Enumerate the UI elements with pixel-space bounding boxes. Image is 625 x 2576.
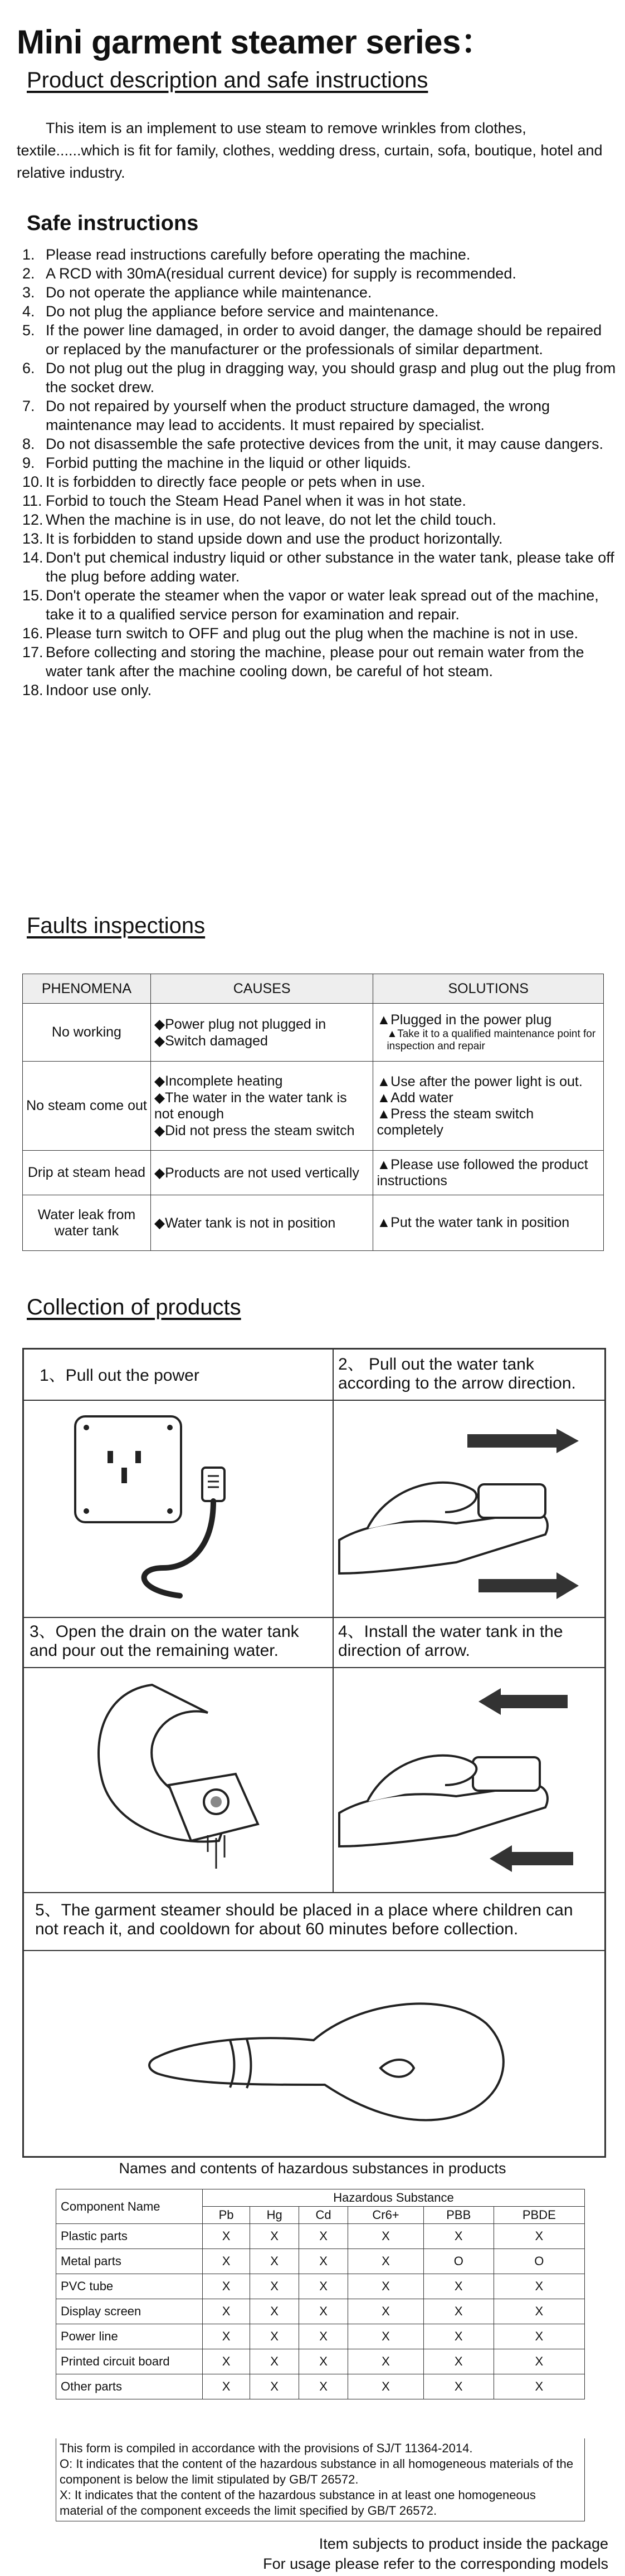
safe-instruction-item bbox=[22, 453, 618, 472]
hazard-row bbox=[56, 2249, 585, 2274]
safe-instruction-number: 5. bbox=[22, 322, 35, 339]
safe-instruction-number: 8. bbox=[22, 436, 35, 452]
fault-row bbox=[23, 1151, 604, 1195]
hazard-note-3: X: It indicates that the content of the hazardous substance in at least one homogeneous material of the component exceeds the limit specified by GB/T 26572. bbox=[60, 2488, 536, 2518]
safe-instruction-item bbox=[22, 624, 618, 643]
safe-instruction-number: 7. bbox=[22, 398, 35, 414]
hazard-value: X bbox=[250, 2349, 299, 2374]
step2-caption: 2、 Pull out the water tank according to the arrow direction. bbox=[338, 1355, 576, 1392]
hazard-value: X bbox=[494, 2324, 584, 2349]
safe-instruction-number: 14. bbox=[22, 549, 43, 566]
step4-caption-cell bbox=[333, 1617, 605, 1668]
hazard-row bbox=[56, 2374, 585, 2399]
fault-solution: ▲Plugged in the power plug bbox=[377, 1012, 552, 1028]
safe-instruction-item bbox=[22, 321, 618, 359]
faults-table bbox=[22, 974, 604, 1251]
safe-instruction-number: 10. bbox=[22, 473, 43, 490]
fault-cause: ◆Products are not used vertically bbox=[154, 1165, 359, 1181]
hazard-value: X bbox=[299, 2324, 348, 2349]
faults-heading: Faults inspections bbox=[27, 913, 206, 938]
hazard-value: X bbox=[299, 2224, 348, 2249]
hazard-row bbox=[56, 2224, 585, 2249]
hazard-value: X bbox=[423, 2274, 494, 2299]
safe-instructions-heading: Safe instructions bbox=[27, 212, 199, 235]
drain-tank-icon bbox=[24, 1668, 334, 1893]
safe-instruction-text: Indoor use only. bbox=[46, 682, 152, 698]
hazard-value: X bbox=[203, 2374, 250, 2399]
safe-instruction-number: 17. bbox=[22, 644, 43, 661]
hazard-value: X bbox=[423, 2324, 494, 2349]
hazard-value: X bbox=[348, 2274, 424, 2299]
fault-solution: ▲Use after the power light is out. bbox=[377, 1073, 583, 1089]
safe-instruction-item bbox=[22, 302, 618, 321]
safe-instruction-number: 13. bbox=[22, 530, 43, 547]
substance-header: PBDE bbox=[494, 2207, 584, 2224]
fault-cause: ◆Power plug not plugged in bbox=[154, 1016, 326, 1032]
step4-caption: 4、Install the water tank in the direction of arrow. bbox=[338, 1622, 563, 1660]
safe-instruction-text: Please turn switch to OFF and plug out the plug when the machine is not in use. bbox=[46, 625, 579, 642]
hazard-value: X bbox=[299, 2274, 348, 2299]
fault-causes bbox=[150, 1195, 373, 1251]
description-heading: Product description and safe instructions bbox=[27, 68, 428, 92]
hazard-value: X bbox=[250, 2224, 299, 2249]
hazard-value: X bbox=[250, 2299, 299, 2324]
pull-tank-icon bbox=[334, 1401, 606, 1618]
fault-phenomena: Drip at steam head bbox=[23, 1151, 151, 1195]
hazard-value: X bbox=[423, 2349, 494, 2374]
step1-illustration bbox=[23, 1400, 333, 1617]
safe-instruction-number: 9. bbox=[22, 454, 35, 471]
step5-illustration bbox=[23, 1951, 605, 2157]
safe-instruction-text: Don't put chemical industry liquid or other substance in the water tank, please take off the plug before adding water. bbox=[46, 549, 614, 585]
collection-heading: Collection of products bbox=[27, 1295, 241, 1319]
hazard-heading: Names and contents of hazardous substances in products bbox=[119, 2160, 506, 2177]
footer-line1: Item subjects to product inside the package bbox=[319, 2535, 608, 2552]
hazard-value: X bbox=[423, 2299, 494, 2324]
hazard-value: X bbox=[348, 2224, 424, 2249]
hazard-value: X bbox=[250, 2324, 299, 2349]
safe-instruction-item bbox=[22, 472, 618, 491]
safe-instruction-number: 2. bbox=[22, 265, 35, 282]
hazard-value: X bbox=[250, 2274, 299, 2299]
hazard-value: X bbox=[348, 2299, 424, 2324]
hazard-value: X bbox=[203, 2299, 250, 2324]
fault-phenomena: No steam come out bbox=[23, 1062, 151, 1151]
hazard-note-1: This form is compiled in accordance with the provisions of SJ/T 11364-2014. bbox=[60, 2441, 473, 2455]
hazard-value: X bbox=[250, 2374, 299, 2399]
hazard-value: X bbox=[203, 2274, 250, 2299]
safe-instruction-number: 1. bbox=[22, 246, 35, 263]
step2-illustration bbox=[333, 1400, 605, 1617]
safe-instruction-text: Before collecting and storing the machine, please pour out remain water from the water tank after the machine cooling down, be careful of hot steam. bbox=[46, 644, 584, 680]
safe-instruction-text: Do not disassemble the safe protective devices from the unit, it may cause dangers. bbox=[46, 436, 604, 452]
hazard-value: O bbox=[494, 2249, 584, 2274]
header-phenomena: PHENOMENA bbox=[23, 974, 151, 1004]
safe-instruction-item bbox=[22, 510, 618, 529]
fault-solutions bbox=[373, 1195, 604, 1251]
safe-instructions-list bbox=[22, 245, 618, 700]
hazardous-substance-header: Hazardous Substance bbox=[203, 2189, 585, 2207]
garment-steamer-icon bbox=[24, 1951, 606, 2157]
hazard-value: X bbox=[423, 2374, 494, 2399]
step1-caption-cell bbox=[23, 1349, 333, 1400]
hazard-value: X bbox=[348, 2249, 424, 2274]
fault-solutions bbox=[373, 1004, 604, 1062]
fault-phenomena: No working bbox=[23, 1004, 151, 1062]
component-name: Power line bbox=[56, 2324, 203, 2349]
safe-instruction-item bbox=[22, 529, 618, 548]
hazard-value: X bbox=[203, 2249, 250, 2274]
hazard-value: X bbox=[494, 2224, 584, 2249]
hazard-value: X bbox=[203, 2324, 250, 2349]
safe-instruction-text: Do not repaired by yourself when the product structure damaged, the wrong maintenance may lead to accidents. It must repaired by specialist. bbox=[46, 398, 550, 433]
fault-solution: ▲Press the steam switch completely bbox=[377, 1106, 534, 1138]
hazard-value: X bbox=[203, 2349, 250, 2374]
hazard-value: X bbox=[494, 2274, 584, 2299]
safe-instruction-text: It is forbidden to directly face people or pets when in use. bbox=[46, 473, 426, 490]
component-name: Other parts bbox=[56, 2374, 203, 2399]
hazard-value: X bbox=[494, 2299, 584, 2324]
safe-instruction-item bbox=[22, 283, 618, 302]
safe-instruction-text: It is forbidden to stand upside down and use the product horizontally. bbox=[46, 530, 503, 547]
safe-instruction-number: 6. bbox=[22, 360, 35, 377]
safe-instruction-item bbox=[22, 586, 618, 624]
component-name: Plastic parts bbox=[56, 2224, 203, 2249]
safe-instruction-text: When the machine is in use, do not leave, do not let the child touch. bbox=[46, 511, 496, 528]
step2-caption-cell bbox=[333, 1349, 605, 1400]
safe-instruction-text: Please read instructions carefully before operating the machine. bbox=[46, 246, 471, 263]
hazard-value: X bbox=[494, 2349, 584, 2374]
safe-instruction-text: If the power line damaged, in order to avoid danger, the damage should be repaired or replaced by the manufacturer or the professionals of similar department. bbox=[46, 322, 602, 358]
hazard-value: X bbox=[299, 2349, 348, 2374]
hazard-table bbox=[56, 2189, 585, 2399]
safe-instruction-number: 16. bbox=[22, 625, 43, 642]
hazard-row bbox=[56, 2299, 585, 2324]
fault-solution: ▲Add water bbox=[377, 1089, 453, 1106]
safe-instruction-item bbox=[22, 681, 618, 700]
fault-solutions bbox=[373, 1151, 604, 1195]
safe-instruction-item bbox=[22, 643, 618, 681]
header-solutions: SOLUTIONS bbox=[373, 974, 604, 1004]
fault-cause: ◆Incomplete heating bbox=[154, 1073, 283, 1089]
step4-illustration bbox=[333, 1668, 605, 1893]
footer-line2: For usage please refer to the corresponding models bbox=[263, 2555, 608, 2572]
install-tank-icon bbox=[334, 1668, 606, 1893]
hazard-note-2: O: It indicates that the content of the hazardous substance in all homogeneous materials of the component is below the limit stipulated by GB/T 26572. bbox=[60, 2457, 574, 2486]
hazard-row bbox=[56, 2274, 585, 2299]
component-name: Metal parts bbox=[56, 2249, 203, 2274]
hazard-notes bbox=[56, 2438, 585, 2521]
hazard-value: X bbox=[494, 2374, 584, 2399]
safe-instruction-text: A RCD with 30mA(residual current device) for supply is recommended. bbox=[46, 265, 516, 282]
safe-instruction-item bbox=[22, 491, 618, 510]
safe-instruction-number: 12. bbox=[22, 511, 43, 528]
safe-instruction-number: 18. bbox=[22, 682, 43, 698]
safe-instruction-item bbox=[22, 397, 618, 434]
hazard-value: O bbox=[423, 2249, 494, 2274]
hazard-row bbox=[56, 2349, 585, 2374]
component-name: Display screen bbox=[56, 2299, 203, 2324]
safe-instruction-text: Forbid putting the machine in the liquid or other liquids. bbox=[46, 454, 411, 471]
safe-instruction-item bbox=[22, 434, 618, 453]
safe-instruction-text: Do not operate the appliance while maintenance. bbox=[46, 284, 372, 301]
safe-instruction-text: Don't operate the steamer when the vapor or water leak spread out of the machine, take it to a qualified service person for examination and repair. bbox=[46, 587, 599, 623]
hazard-value: X bbox=[423, 2224, 494, 2249]
fault-cause: ◆The water in the water tank is not enough bbox=[154, 1090, 347, 1122]
step3-caption: 3、Open the drain on the water tank and pour out the remaining water. bbox=[30, 1622, 299, 1660]
fault-solutions bbox=[373, 1062, 604, 1151]
fault-causes bbox=[150, 1151, 373, 1195]
component-name: PVC tube bbox=[56, 2274, 203, 2299]
fault-cause: ◆Switch damaged bbox=[154, 1033, 268, 1049]
component-name: Printed circuit board bbox=[56, 2349, 203, 2374]
power-socket-icon bbox=[24, 1401, 334, 1618]
hazard-value: X bbox=[299, 2374, 348, 2399]
safe-instruction-item bbox=[22, 548, 618, 586]
hazard-value: X bbox=[299, 2299, 348, 2324]
fault-causes bbox=[150, 1004, 373, 1062]
safe-instruction-number: 4. bbox=[22, 303, 35, 320]
fault-solution: ▲Put the water tank in position bbox=[377, 1215, 570, 1230]
header-causes: CAUSES bbox=[150, 974, 373, 1004]
substance-header: Pb bbox=[203, 2207, 250, 2224]
safe-instruction-text: Forbid to touch the Steam Head Panel when it was in hot state. bbox=[46, 492, 466, 509]
fault-row bbox=[23, 1004, 604, 1062]
safe-instruction-number: 3. bbox=[22, 284, 35, 301]
fault-causes bbox=[150, 1062, 373, 1151]
page-title: Mini garment steamer series： bbox=[17, 23, 494, 61]
faults-header-row bbox=[23, 974, 604, 1004]
hazard-value: X bbox=[348, 2324, 424, 2349]
fault-cause: ◆Did not press the steam switch bbox=[154, 1123, 355, 1138]
description-text: This item is an implement to use steam to remove wrinkles from clothes, textile......which is fit for family, clothes, wedding dress, curtain, sofa, boutique, hotel and relative industry. bbox=[17, 120, 603, 181]
fault-cause: ◆Water tank is not in position bbox=[154, 1215, 336, 1231]
step1-caption: 1、Pull out the power bbox=[40, 1366, 199, 1385]
hazard-value: X bbox=[203, 2224, 250, 2249]
hazard-value: X bbox=[348, 2374, 424, 2399]
safe-instruction-text: Do not plug the appliance before service and maintenance. bbox=[46, 303, 439, 320]
component-name-header: Component Name bbox=[56, 2189, 203, 2224]
safe-instruction-number: 15. bbox=[22, 587, 43, 604]
step5-caption-cell bbox=[23, 1893, 605, 1951]
hazard-value: X bbox=[299, 2249, 348, 2274]
fault-row bbox=[23, 1062, 604, 1151]
safe-instruction-number: 11. bbox=[22, 492, 42, 509]
safe-instruction-item bbox=[22, 264, 618, 283]
hazard-value: X bbox=[348, 2349, 424, 2374]
fault-phenomena: Water leak from water tank bbox=[23, 1195, 151, 1251]
fault-solution-note: ▲Take it to a qualified maintenance point for inspection and repair bbox=[387, 1028, 596, 1052]
step3-illustration bbox=[23, 1668, 333, 1893]
safe-instruction-item bbox=[22, 245, 618, 264]
hazard-row bbox=[56, 2324, 585, 2349]
step5-caption: 5、The garment steamer should be placed in a place where children can not reach it, and cooldown for about 60 minutes before collection. bbox=[35, 1901, 573, 1938]
hazard-value: X bbox=[250, 2249, 299, 2274]
safe-instruction-text: Do not plug out the plug in dragging way, you should grasp and plug out the plug from the socket drew. bbox=[46, 360, 616, 395]
collection-grid bbox=[22, 1348, 606, 2158]
substance-header: Hg bbox=[250, 2207, 299, 2224]
fault-solution: ▲Please use followed the product instructions bbox=[377, 1156, 588, 1189]
substance-header: Cd bbox=[299, 2207, 348, 2224]
fault-row bbox=[23, 1195, 604, 1251]
safe-instruction-item bbox=[22, 359, 618, 397]
step3-caption-cell bbox=[23, 1617, 333, 1668]
substance-header: Cr6+ bbox=[348, 2207, 424, 2224]
substance-header: PBB bbox=[423, 2207, 494, 2224]
